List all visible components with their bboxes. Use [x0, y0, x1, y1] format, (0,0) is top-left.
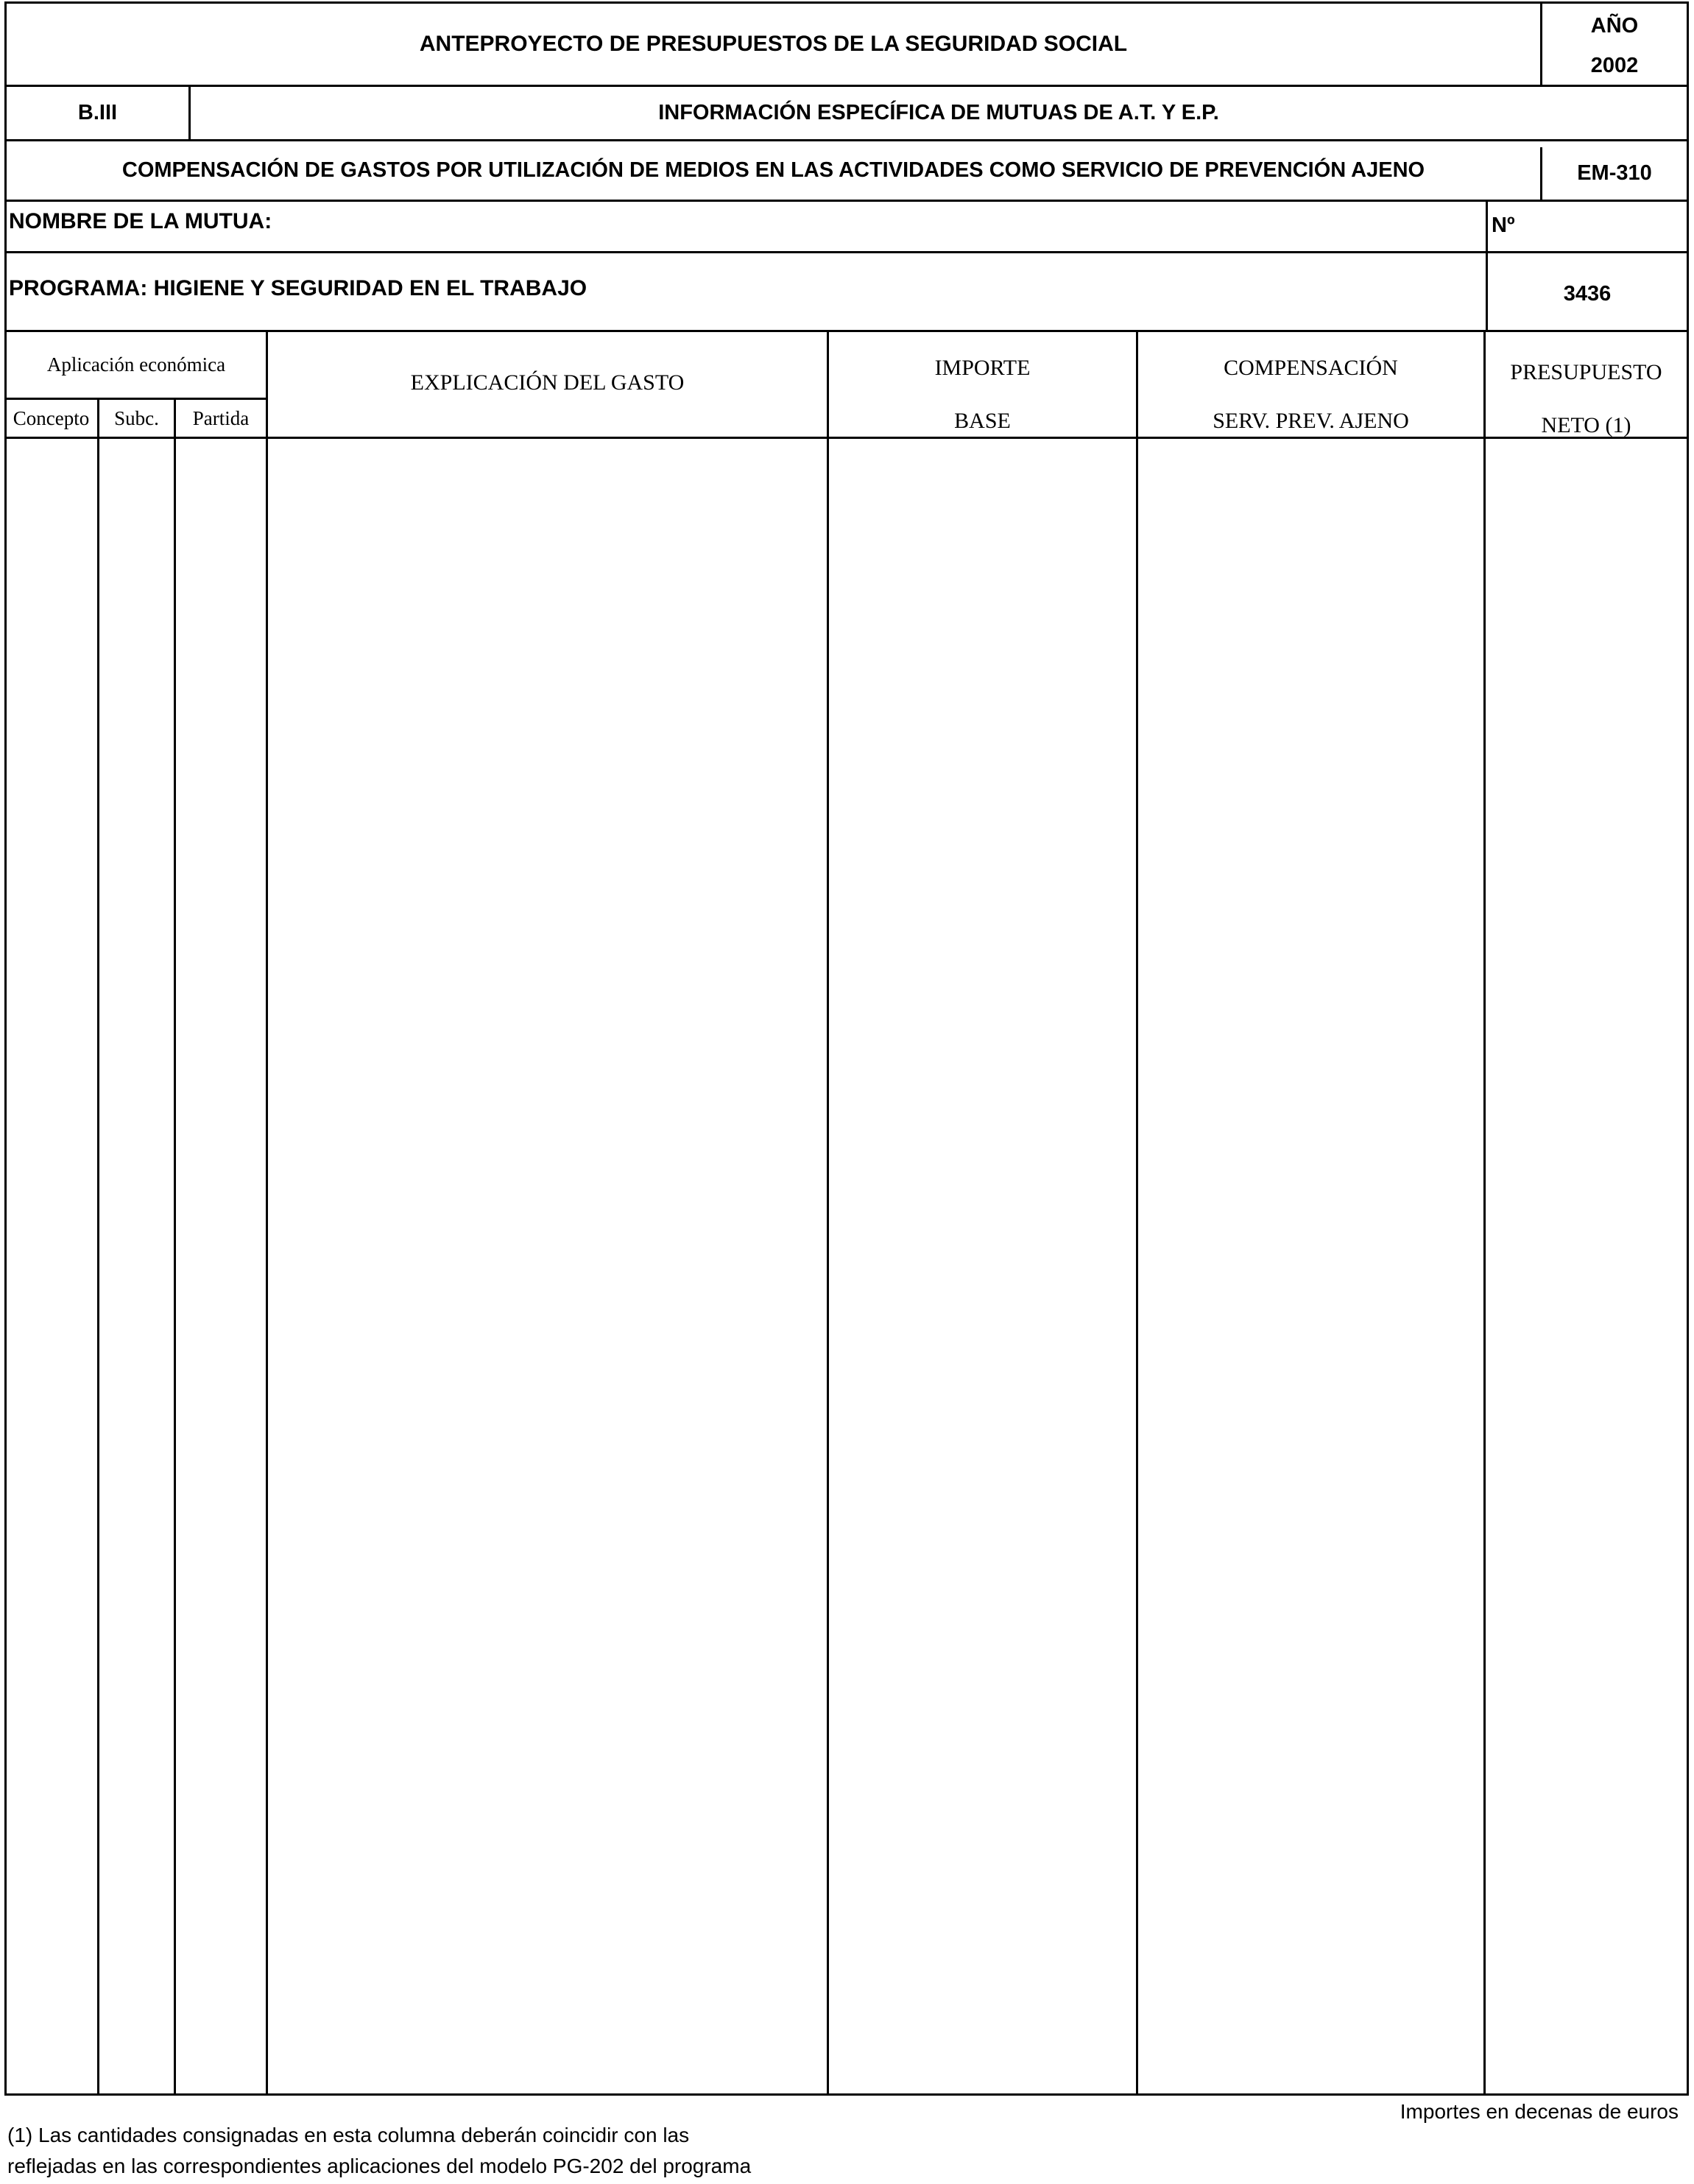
col-divider-concepto [97, 398, 99, 2096]
footnote-line2: reflejadas en las correspondientes aplicaciones del modelo PG-202 del programa [7, 2155, 752, 2177]
col-divider-compensacion [1483, 330, 1486, 2096]
divider [1486, 200, 1488, 253]
compensacion-header-line2: SERV. PREV. AJENO [1213, 409, 1409, 433]
footnote-line1: (1) Las cantidades consignadas en esta columna deberán coincidir con las [7, 2124, 690, 2146]
col-divider-subc [174, 398, 176, 2096]
col-divider-importe [1136, 330, 1138, 2096]
col-divider-partida [266, 330, 268, 2096]
concepto-header: Concepto [13, 406, 90, 429]
explicacion-header: EXPLICACIÓN DEL GASTO [410, 370, 685, 395]
program-code: 3436 [1563, 281, 1612, 306]
presupuesto-header-line1: PRESUPUESTO [1510, 360, 1662, 384]
compensacion-header-line1: COMPENSACIÓN [1224, 356, 1398, 380]
mutua-label: NOMBRE DE LA MUTUA: [9, 209, 272, 233]
form-subtitle: COMPENSACIÓN DE GASTOS POR UTILIZACIÓN DE MEDIOS EN LAS ACTIVIDADES COMO SERVICIO DE PREVENCIÓN AJENO [121, 158, 1425, 182]
section-title: INFORMACIÓN ESPECÍFICA DE MUTUAS DE A.T. Y E.P. [658, 101, 1219, 124]
expense-table [4, 330, 1689, 2096]
importe-header-line1: IMPORTE [934, 356, 1031, 380]
col-divider-explicacion [827, 330, 829, 2096]
form-code: EM-310 [1577, 161, 1652, 185]
year-value: 2002 [1590, 53, 1639, 77]
importe-header-line2: BASE [954, 409, 1011, 433]
aplicacion-header: Aplicación económica [46, 353, 226, 376]
form-main-title: ANTEPROYECTO DE PRESUPUESTOS DE LA SEGURIDAD SOCIAL [419, 32, 1128, 56]
partida-header: Partida [192, 406, 250, 429]
program-label: PROGRAMA: HIGIENE Y SEGURIDAD EN EL TRABAJO [9, 276, 587, 300]
section-code: B.III [77, 101, 118, 124]
units-note: Importes en decenas de euros [1400, 2100, 1679, 2123]
number-label: Nº [1492, 213, 1515, 237]
subc-header: Subc. [114, 406, 159, 429]
presupuesto-header-line2: NETO (1) [1541, 413, 1631, 437]
year-label: AÑO [1590, 13, 1639, 38]
